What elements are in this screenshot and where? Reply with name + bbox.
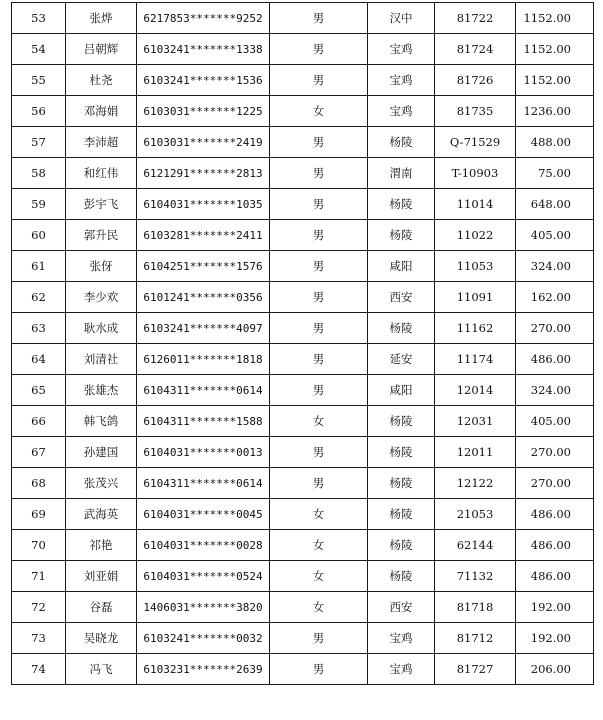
row-number-cell: 58 xyxy=(12,158,66,189)
gender-cell: 男 xyxy=(270,468,368,499)
code-cell: 81735 xyxy=(435,96,516,127)
location-cell: 宝鸡 xyxy=(368,654,435,685)
name-cell: 和红伟 xyxy=(66,158,137,189)
amount-cell: 1236.00 xyxy=(516,96,594,127)
location-cell: 咸阳 xyxy=(368,251,435,282)
name-cell: 吕朝辉 xyxy=(66,34,137,65)
amount-cell: 648.00 xyxy=(516,189,594,220)
row-number-cell: 59 xyxy=(12,189,66,220)
code-cell: 81724 xyxy=(435,34,516,65)
amount-cell: 324.00 xyxy=(516,375,594,406)
records-table xyxy=(11,2,594,685)
row-number-cell: 60 xyxy=(12,220,66,251)
gender-cell: 男 xyxy=(270,313,368,344)
gender-cell: 男 xyxy=(270,344,368,375)
gender-cell: 男 xyxy=(270,189,368,220)
code-cell: 11174 xyxy=(435,344,516,375)
location-cell: 杨陵 xyxy=(368,437,435,468)
name-cell: 杜尧 xyxy=(66,65,137,96)
table-row xyxy=(12,375,594,406)
row-number-cell: 53 xyxy=(12,3,66,34)
name-cell: 邓海娟 xyxy=(66,96,137,127)
row-number-cell: 65 xyxy=(12,375,66,406)
table-row xyxy=(12,592,594,623)
code-cell: 11091 xyxy=(435,282,516,313)
row-number-cell: 61 xyxy=(12,251,66,282)
gender-cell: 男 xyxy=(270,654,368,685)
location-cell: 延安 xyxy=(368,344,435,375)
gender-cell: 女 xyxy=(270,530,368,561)
amount-cell: 75.00 xyxy=(516,158,594,189)
name-cell: 武海英 xyxy=(66,499,137,530)
row-number-cell: 64 xyxy=(12,344,66,375)
location-cell: 宝鸡 xyxy=(368,96,435,127)
name-cell: 张伢 xyxy=(66,251,137,282)
table-row xyxy=(12,313,594,344)
name-cell: 张雄杰 xyxy=(66,375,137,406)
code-cell: 12122 xyxy=(435,468,516,499)
location-cell: 咸阳 xyxy=(368,375,435,406)
code-cell: 12011 xyxy=(435,437,516,468)
id-number-cell: 6121291*******2813 xyxy=(137,158,270,189)
code-cell: 81727 xyxy=(435,654,516,685)
code-cell: 81722 xyxy=(435,3,516,34)
location-cell: 宝鸡 xyxy=(368,623,435,654)
amount-cell: 1152.00 xyxy=(516,65,594,96)
id-number-cell: 6103031*******1225 xyxy=(137,96,270,127)
amount-cell: 270.00 xyxy=(516,468,594,499)
gender-cell: 男 xyxy=(270,282,368,313)
id-number-cell: 6104031*******0028 xyxy=(137,530,270,561)
name-cell: 韩飞鸽 xyxy=(66,406,137,437)
table-row xyxy=(12,282,594,313)
name-cell: 刘亚娟 xyxy=(66,561,137,592)
code-cell: Q-71529 xyxy=(435,127,516,158)
id-number-cell: 6126011*******1818 xyxy=(137,344,270,375)
table-body xyxy=(12,3,594,685)
code-cell: 81712 xyxy=(435,623,516,654)
row-number-cell: 62 xyxy=(12,282,66,313)
amount-cell: 192.00 xyxy=(516,623,594,654)
table-row xyxy=(12,158,594,189)
amount-cell: 486.00 xyxy=(516,499,594,530)
name-cell: 祁艳 xyxy=(66,530,137,561)
amount-cell: 270.00 xyxy=(516,437,594,468)
gender-cell: 男 xyxy=(270,375,368,406)
name-cell: 李沛超 xyxy=(66,127,137,158)
amount-cell: 162.00 xyxy=(516,282,594,313)
code-cell: T-10903 xyxy=(435,158,516,189)
row-number-cell: 74 xyxy=(12,654,66,685)
location-cell: 杨陵 xyxy=(368,468,435,499)
location-cell: 宝鸡 xyxy=(368,34,435,65)
row-number-cell: 67 xyxy=(12,437,66,468)
amount-cell: 486.00 xyxy=(516,344,594,375)
amount-cell: 324.00 xyxy=(516,251,594,282)
location-cell: 渭南 xyxy=(368,158,435,189)
row-number-cell: 63 xyxy=(12,313,66,344)
gender-cell: 男 xyxy=(270,127,368,158)
table-row xyxy=(12,623,594,654)
id-number-cell: 6101241*******0356 xyxy=(137,282,270,313)
name-cell: 张烨 xyxy=(66,3,137,34)
row-number-cell: 56 xyxy=(12,96,66,127)
id-number-cell: 1406031*******3820 xyxy=(137,592,270,623)
gender-cell: 男 xyxy=(270,437,368,468)
code-cell: 81726 xyxy=(435,65,516,96)
id-number-cell: 6103231*******2639 xyxy=(137,654,270,685)
location-cell: 杨陵 xyxy=(368,561,435,592)
gender-cell: 女 xyxy=(270,406,368,437)
row-number-cell: 55 xyxy=(12,65,66,96)
table-row xyxy=(12,65,594,96)
table-row xyxy=(12,127,594,158)
table-row xyxy=(12,437,594,468)
amount-cell: 405.00 xyxy=(516,220,594,251)
code-cell: 81718 xyxy=(435,592,516,623)
gender-cell: 男 xyxy=(270,158,368,189)
id-number-cell: 6103031*******2419 xyxy=(137,127,270,158)
gender-cell: 男 xyxy=(270,220,368,251)
row-number-cell: 66 xyxy=(12,406,66,437)
location-cell: 西安 xyxy=(368,282,435,313)
code-cell: 71132 xyxy=(435,561,516,592)
amount-cell: 192.00 xyxy=(516,592,594,623)
location-cell: 杨陵 xyxy=(368,313,435,344)
location-cell: 杨陵 xyxy=(368,530,435,561)
table-row xyxy=(12,189,594,220)
table-row xyxy=(12,96,594,127)
row-number-cell: 72 xyxy=(12,592,66,623)
amount-cell: 1152.00 xyxy=(516,34,594,65)
location-cell: 宝鸡 xyxy=(368,65,435,96)
amount-cell: 405.00 xyxy=(516,406,594,437)
gender-cell: 男 xyxy=(270,251,368,282)
id-number-cell: 6104251*******1576 xyxy=(137,251,270,282)
table-row xyxy=(12,251,594,282)
location-cell: 杨陵 xyxy=(368,220,435,251)
row-number-cell: 54 xyxy=(12,34,66,65)
id-number-cell: 6103241*******1338 xyxy=(137,34,270,65)
name-cell: 孙建国 xyxy=(66,437,137,468)
id-number-cell: 6103241*******4097 xyxy=(137,313,270,344)
code-cell: 12031 xyxy=(435,406,516,437)
table-row xyxy=(12,499,594,530)
id-number-cell: 6104031*******0524 xyxy=(137,561,270,592)
amount-cell: 486.00 xyxy=(516,561,594,592)
table-row xyxy=(12,561,594,592)
name-cell: 吴晓龙 xyxy=(66,623,137,654)
gender-cell: 女 xyxy=(270,561,368,592)
location-cell: 西安 xyxy=(368,592,435,623)
id-number-cell: 6103281*******2411 xyxy=(137,220,270,251)
id-number-cell: 6217853*******9252 xyxy=(137,3,270,34)
table-row xyxy=(12,3,594,34)
name-cell: 刘清社 xyxy=(66,344,137,375)
gender-cell: 男 xyxy=(270,34,368,65)
row-number-cell: 68 xyxy=(12,468,66,499)
gender-cell: 男 xyxy=(270,65,368,96)
table-row xyxy=(12,530,594,561)
gender-cell: 女 xyxy=(270,499,368,530)
code-cell: 11162 xyxy=(435,313,516,344)
table-row xyxy=(12,654,594,685)
id-number-cell: 6103241*******0032 xyxy=(137,623,270,654)
amount-cell: 488.00 xyxy=(516,127,594,158)
name-cell: 彭宇飞 xyxy=(66,189,137,220)
row-number-cell: 70 xyxy=(12,530,66,561)
name-cell: 郭升民 xyxy=(66,220,137,251)
location-cell: 杨陵 xyxy=(368,127,435,158)
id-number-cell: 6103241*******1536 xyxy=(137,65,270,96)
code-cell: 21053 xyxy=(435,499,516,530)
row-number-cell: 71 xyxy=(12,561,66,592)
name-cell: 耿水成 xyxy=(66,313,137,344)
name-cell: 李少欢 xyxy=(66,282,137,313)
gender-cell: 女 xyxy=(270,96,368,127)
id-number-cell: 6104031*******0013 xyxy=(137,437,270,468)
amount-cell: 1152.00 xyxy=(516,3,594,34)
name-cell: 冯飞 xyxy=(66,654,137,685)
code-cell: 11014 xyxy=(435,189,516,220)
table-row xyxy=(12,344,594,375)
id-number-cell: 6104311*******0614 xyxy=(137,468,270,499)
name-cell: 张茂兴 xyxy=(66,468,137,499)
gender-cell: 男 xyxy=(270,623,368,654)
location-cell: 杨陵 xyxy=(368,406,435,437)
location-cell: 杨陵 xyxy=(368,189,435,220)
row-number-cell: 73 xyxy=(12,623,66,654)
table-row xyxy=(12,406,594,437)
table-row xyxy=(12,34,594,65)
table-row xyxy=(12,220,594,251)
code-cell: 12014 xyxy=(435,375,516,406)
table-row xyxy=(12,468,594,499)
name-cell: 谷磊 xyxy=(66,592,137,623)
gender-cell: 女 xyxy=(270,592,368,623)
id-number-cell: 6104311*******1588 xyxy=(137,406,270,437)
location-cell: 汉中 xyxy=(368,3,435,34)
code-cell: 11053 xyxy=(435,251,516,282)
id-number-cell: 6104031*******0045 xyxy=(137,499,270,530)
row-number-cell: 69 xyxy=(12,499,66,530)
location-cell: 杨陵 xyxy=(368,499,435,530)
gender-cell: 男 xyxy=(270,3,368,34)
code-cell: 62144 xyxy=(435,530,516,561)
amount-cell: 486.00 xyxy=(516,530,594,561)
id-number-cell: 6104311*******0614 xyxy=(137,375,270,406)
code-cell: 11022 xyxy=(435,220,516,251)
id-number-cell: 6104031*******1035 xyxy=(137,189,270,220)
amount-cell: 270.00 xyxy=(516,313,594,344)
amount-cell: 206.00 xyxy=(516,654,594,685)
row-number-cell: 57 xyxy=(12,127,66,158)
